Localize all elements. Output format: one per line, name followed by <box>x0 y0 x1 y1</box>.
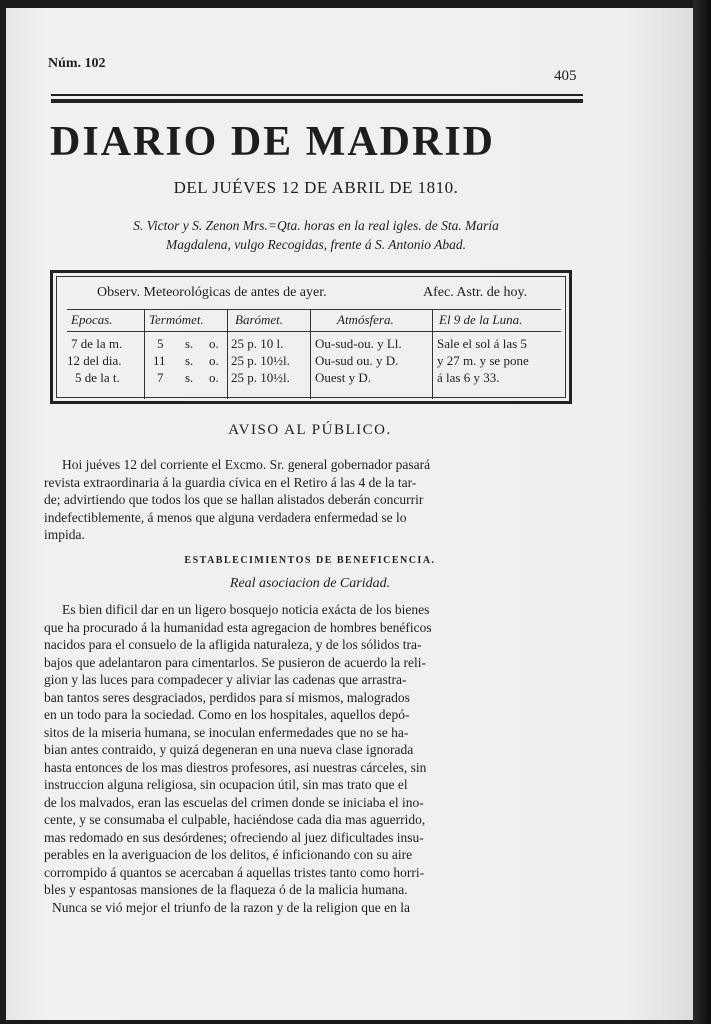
caridad-line: Nunca se vió mejor el triunfo de la razon y de la religion que en la <box>52 899 410 915</box>
page-edge-shadow <box>693 0 711 1024</box>
caridad-line: bian antes contraido, y quizá degeneran en una nueva clase ignorada <box>44 742 414 757</box>
row-2-term-o: o. <box>209 353 219 368</box>
meteorological-table <box>50 270 572 404</box>
caridad-line: instruccion alguna religiosa, sin ocupacion útil, sin mas trato que el <box>44 777 408 792</box>
caridad-line: hasta entonces de los mas diestros profesores, asi nuestras cárceles, sin <box>44 759 427 775</box>
aviso-line: impida. <box>44 527 85 542</box>
column-header-luna: El 9 de la Luna. <box>439 312 523 327</box>
caridad-line: sitos de la miseria humana, se inoculan enfermedades que no se ha- <box>44 724 409 740</box>
row-1-epoca: 7 de la m. <box>71 336 123 351</box>
column-header-atmosfera: Atmósfera. <box>337 312 394 327</box>
row-2-term-value: 11 <box>153 353 166 368</box>
column-divider <box>227 309 228 399</box>
caridad-line: Es bien dificil dar en un ligero bosquejo noticia exácta de los bienes <box>62 602 430 617</box>
caridad-line: mas redomado en sus desórdenes; ofreciendo al juez dificultades insu- <box>44 829 424 845</box>
section-heading: ESTABLECIMIENTOS DE BENEFICENCIA. <box>184 555 436 566</box>
aviso-line: revista extraordinaria á la guardia cívica en el Retiro á las 4 de la tar- <box>44 474 417 490</box>
row-3-atmosfera: Ouest y D. <box>315 370 371 385</box>
luna-line-2: y 27 m. y se pone <box>437 353 529 368</box>
section-subheading: Real asociacion de Caridad. <box>229 576 391 591</box>
row-3-term-o: o. <box>209 370 219 385</box>
caridad-line: en un todo para la sociedad. Como en los hospitales, aquellos depó- <box>44 707 410 722</box>
row-2-atmosfera: Ou-sud ou. y D. <box>315 353 399 368</box>
row-1-term-value: 5 <box>157 336 164 351</box>
saints-line-1: S. Victor y S. Zenon Mrs.=Qta. horas en la real igles. de Sta. María <box>133 218 499 233</box>
astro-title: Afec. Astr. de hoy. <box>423 285 528 300</box>
aviso-line: Hoi juéves 12 del corriente el Excmo. Sr. general gobernador pasará <box>62 457 431 472</box>
luna-line-3: á las 6 y 33. <box>437 370 500 385</box>
caridad-line: cente, y se consumaba el culpable, haciéndose cada dia mas aguerrido, <box>44 812 426 827</box>
caridad-line: que ha procurado á la humanidad esta agregacion de hombres benéficos <box>44 619 432 635</box>
column-header-termometro: Termómet. <box>149 312 204 327</box>
row-1-atmosfera: Ou-sud-ou. y Ll. <box>315 336 402 351</box>
row-1-term-s: s. <box>185 336 194 351</box>
aviso-title: AVISO AL PÚBLICO. <box>228 422 392 438</box>
row-3-barometro: 25 p. 10½l. <box>231 370 290 385</box>
header-rule-thin <box>51 94 583 96</box>
row-3-epoca: 5 de la t. <box>75 370 120 385</box>
row-3-term-s: s. <box>185 370 194 385</box>
aviso-line: indefectiblemente, á menos que alguna verdadera enfermedad se lo <box>44 509 407 525</box>
caridad-line: de los malvados, eran las escuelas del crimen donde se iniciaba el ino- <box>44 794 424 810</box>
table-rule <box>67 331 561 332</box>
row-2-term-s: s. <box>185 353 194 368</box>
caridad-line: corrompido á quantos se acercaban á aquellas tristes tanto como horri- <box>44 864 425 880</box>
column-header-barometro: Barómet. <box>235 312 284 327</box>
issue-number: Núm. 102 <box>48 56 106 71</box>
column-divider <box>144 309 145 399</box>
dateline: DEL JUÉVES 12 DE ABRIL DE 1810. <box>173 178 459 197</box>
row-2-barometro: 25 p. 10½l. <box>231 353 290 368</box>
luna-line-1: Sale el sol á las 5 <box>437 336 527 351</box>
newspaper-page <box>6 8 694 1020</box>
table-title: Observ. Meteorológicas de antes de ayer. <box>97 285 327 300</box>
header-rule-thick <box>51 99 583 103</box>
saints-line-2: Magdalena, vulgo Recogidas, frente á S. Antonio Abad. <box>165 237 467 252</box>
caridad-line: bles y espantosas mansiones de la flaqueza ó de la malicia humana. <box>44 882 408 897</box>
masthead-title: DIARIO DE MADRID <box>50 119 496 165</box>
caridad-paragraph <box>44 601 574 916</box>
row-1-barometro: 25 p. 10 l. <box>231 336 284 351</box>
caridad-line: gion y las luces para compadecer y aliviar las cadenas que arrastra- <box>44 672 407 687</box>
aviso-paragraph <box>44 456 574 544</box>
aviso-line: de; advirtiendo que todos los que se hallan alistados deberán concurrir <box>44 492 424 507</box>
column-header-epocas: Epocas. <box>71 312 113 327</box>
row-3-term-value: 7 <box>157 370 164 385</box>
column-divider <box>432 309 433 399</box>
saints-notice <box>56 216 576 254</box>
caridad-line: perables en la averiguacion de los delitos, é inficionando con su aire <box>44 847 413 862</box>
column-divider <box>310 309 311 399</box>
caridad-line: nacidos para el consuelo de la afligida naturaleza, y de los sólidos tra- <box>44 637 422 652</box>
caridad-line: bajos que adelantaron para cimentarlos. Se pusieron de acuerdo la reli- <box>44 654 426 670</box>
table-rule <box>67 309 561 310</box>
row-2-epoca: 12 del dia. <box>67 353 122 368</box>
caridad-line: ban tantos seres desgraciados, perdidos para sí mismos, malogrados <box>44 689 410 705</box>
table-inner-frame <box>56 276 566 398</box>
page-number: 405 <box>554 68 577 84</box>
row-1-term-o: o. <box>209 336 219 351</box>
